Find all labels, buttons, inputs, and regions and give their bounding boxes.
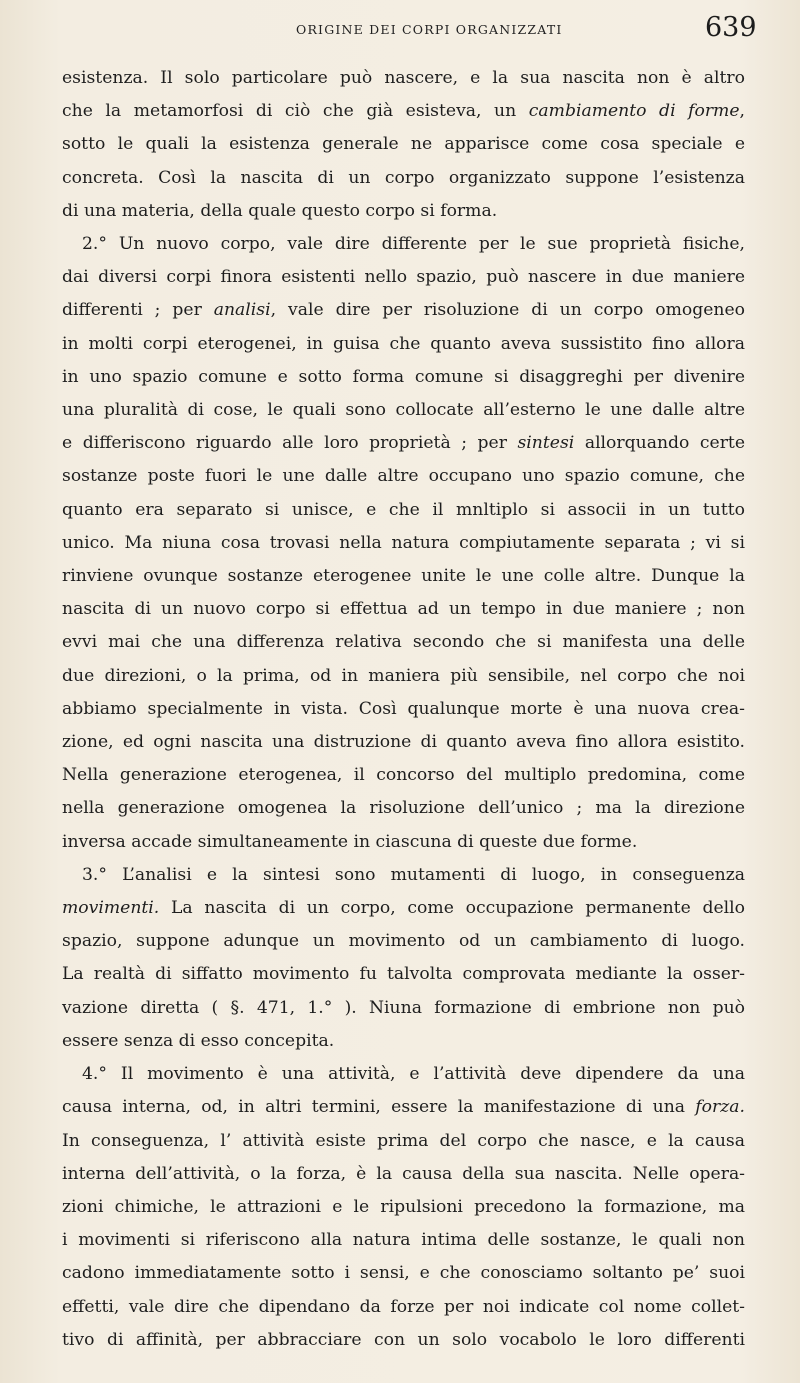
text-line: [62, 593, 745, 626]
text-segment: rinviene ovunque sostanze eterogenee unite le une colle altre. Dunque la: [62, 566, 745, 587]
text-segment: La nascita di un corpo, come occupazione permanente dello: [159, 898, 745, 919]
text-segment: 3.° L’analisi e la sintesi sono mutamenti di luogo, in conseguenza: [82, 864, 745, 885]
text-segment: zione, ed ogni nascita una distruzione di quanto aveva fino allora esistito.: [62, 732, 745, 753]
text-line: [62, 1125, 745, 1158]
text-segment: una pluralità di cose, le quali sono collocate all’esterno le une dalle altre: [62, 400, 745, 421]
text-segment: esistenza. Il solo particolare può nascere, e la sua nascita non è altro: [62, 68, 745, 88]
text-line: [62, 560, 745, 593]
text-line: [62, 128, 745, 161]
text-segment: unico. Ma niuna cosa trovasi nella natura compiutamente separata ; vi si: [62, 532, 745, 553]
text-segment: 2.° Un nuovo corpo, vale dire differente per le sue proprietà fisiche,: [82, 234, 745, 255]
text-line: [62, 460, 745, 493]
text-segment: due direzioni, o la prima, od in maniera più sensibile, nel corpo che noi: [62, 665, 745, 686]
text-segment: nascita di un nuovo corpo si effettua ad un tempo in due maniere ; non: [62, 599, 745, 620]
text-line: [62, 195, 745, 228]
text-segment: che la metamorfosi di ciò che già esisteva, un: [62, 101, 529, 122]
text-segment: ,: [739, 101, 745, 122]
text-line: [62, 162, 745, 195]
text-segment: quanto era separato si unisce, e che il mnltiplo si associi in un tutto: [62, 499, 745, 520]
text-line: [62, 62, 745, 95]
text-segment: effetti, vale dire che dipendano da forze per noi indicate col nome collet-: [62, 1296, 745, 1317]
text-segment: dai diversi corpi finora esistenti nello spazio, può nascere in due maniere: [62, 267, 745, 288]
text-line: [62, 494, 745, 527]
text-segment: essere senza di esso concepita.: [62, 1030, 335, 1051]
text-segment: zioni chimiche, le attrazioni e le ripulsioni precedono la formazione, ma: [62, 1196, 745, 1217]
text-segment: sotto le quali la esistenza generale ne apparisce come cosa speciale e: [62, 134, 745, 155]
text-line: [62, 1257, 745, 1290]
text-segment: , vale dire per risoluzione di un corpo omogeneo: [270, 300, 745, 321]
text-segment: i movimenti si riferiscono alla natura intima delle sostanze, le quali non: [62, 1230, 745, 1251]
text-line: [62, 1158, 745, 1191]
italic-segment: forza.: [695, 1097, 745, 1118]
text-segment: evvi mai che una differenza relativa secondo che si manifesta una delle: [62, 632, 745, 653]
text-line: [62, 626, 745, 659]
text-segment: causa interna, od, in altri termini, essere la manifestazione di una: [62, 1097, 696, 1118]
running-head: [0, 12, 800, 52]
text-line: [62, 1091, 745, 1124]
text-segment: Nella generazione eterogenea, il concorso del multiplo predomina, come: [62, 765, 745, 786]
text-line: [62, 95, 745, 128]
text-line: [62, 826, 745, 859]
page-number: 639: [705, 12, 757, 43]
text-line: [62, 759, 745, 792]
text-line: [62, 1025, 745, 1058]
text-line: [62, 328, 745, 361]
text-line: [62, 958, 745, 991]
italic-segment: movimenti.: [62, 898, 160, 919]
text-segment: e differiscono riguardo alle loro proprietà ; per: [62, 433, 518, 454]
text-line: [62, 261, 745, 294]
italic-segment: sintesi: [517, 433, 575, 454]
text-segment: tivo di affinità, per abbracciare con un solo vocabolo le loro differenti: [62, 1329, 745, 1350]
text-line: [62, 294, 745, 327]
text-segment: In conseguenza, l’ attività esiste prima del corpo che nasce, e la causa: [62, 1130, 745, 1151]
text-segment: in uno spazio comune e sotto forma comune si disaggreghi per divenire: [62, 366, 745, 387]
text-segment: allorquando certe: [574, 433, 745, 454]
text-segment: spazio, suppone adunque un movimento od un cambiamento di luogo.: [62, 931, 745, 952]
text-line: [62, 1291, 745, 1324]
text-line: [62, 361, 745, 394]
text-segment: 4.° Il movimento è una attività, e l’attività deve dipendere da una: [82, 1064, 745, 1085]
text-segment: La realtà di siffatto movimento fu talvolta comprovata mediante la osser-: [62, 964, 745, 985]
text-line: [62, 1324, 745, 1357]
text-line: [62, 228, 745, 261]
text-segment: in molti corpi eterogenei, in guisa che quanto aveva sussistito fino allora: [62, 333, 745, 354]
text-line: [62, 892, 745, 925]
text-line: [62, 427, 745, 460]
text-line: [62, 792, 745, 825]
text-line: [62, 992, 745, 1025]
text-line: [62, 1191, 745, 1224]
text-line: [62, 859, 745, 892]
text-line: [62, 1224, 745, 1257]
text-segment: cadono immediatamente sotto i sensi, e che conosciamo soltanto pe’ suoi: [62, 1263, 745, 1284]
text-segment: nella generazione omogenea la risoluzione dell’unico ; ma la direzione: [62, 798, 745, 819]
text-line: [62, 1058, 745, 1091]
italic-segment: analisi: [213, 300, 271, 321]
text-segment: concreta. Così la nascita di un corpo organizzato suppone l’esistenza: [62, 167, 745, 188]
text-segment: di una materia, della quale questo corpo si forma.: [62, 200, 498, 221]
text-segment: inversa accade simultaneamente in ciascuna di queste due forme.: [62, 831, 638, 852]
text-segment: interna dell’attività, o la forza, è la causa della sua nascita. Nelle opera-: [62, 1163, 745, 1184]
text-line: [62, 394, 745, 427]
text-line: [62, 693, 745, 726]
body-text: [62, 62, 745, 1357]
italic-segment: cambiamento di forme: [528, 101, 740, 122]
text-segment: differenti ; per: [62, 300, 214, 321]
running-title: ORIGINE DEI CORPI ORGANIZZATI: [296, 22, 563, 37]
text-segment: abbiamo specialmente in vista. Così qualunque morte è una nuova crea-: [62, 698, 745, 719]
text-line: [62, 660, 745, 693]
text-segment: sostanze poste fuori le une dalle altre occupano uno spazio comune, che: [62, 466, 745, 487]
text-line: [62, 925, 745, 958]
text-line: [62, 726, 745, 759]
text-line: [62, 527, 745, 560]
text-segment: vazione diretta ( §. 471, 1.° ). Niuna formazione di embrione non può: [62, 997, 745, 1018]
